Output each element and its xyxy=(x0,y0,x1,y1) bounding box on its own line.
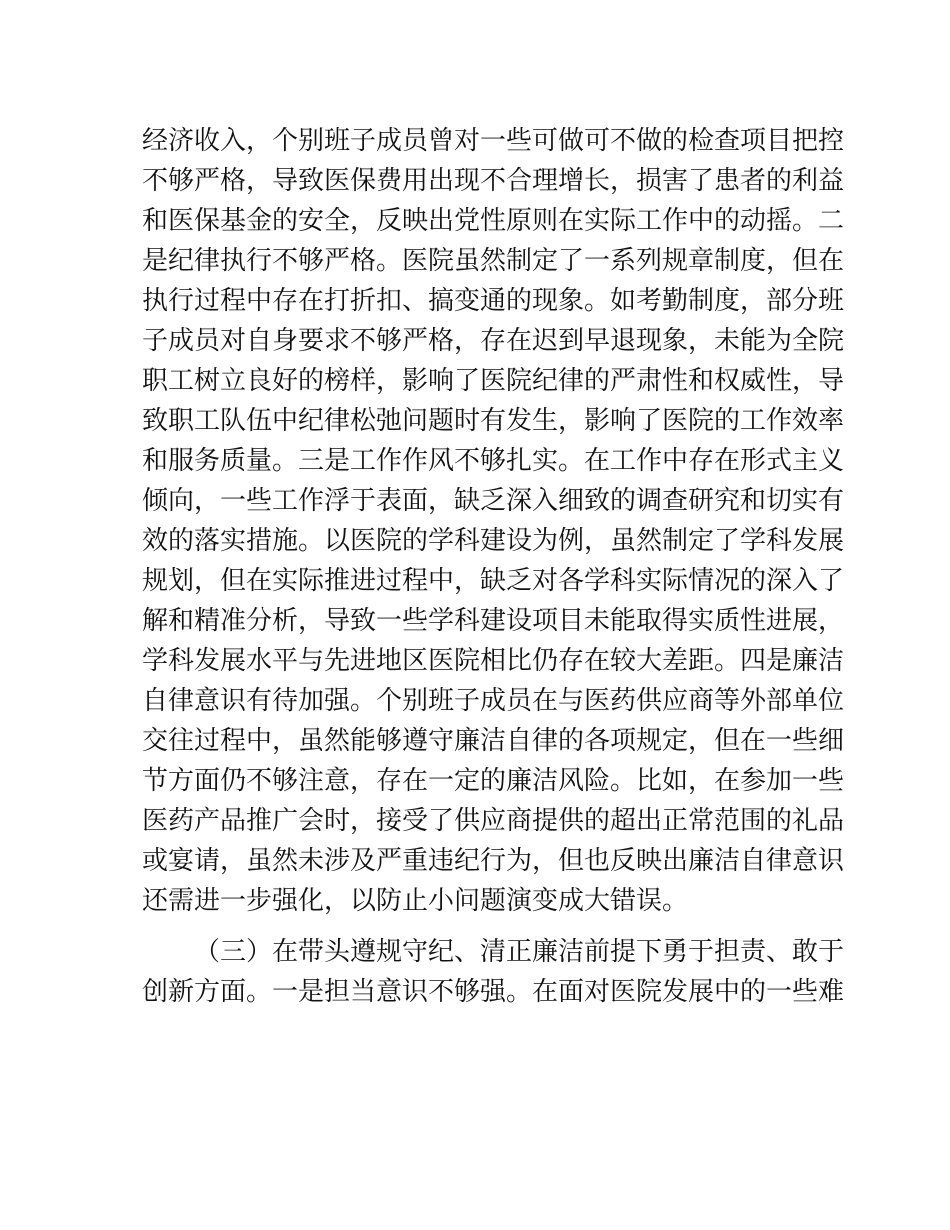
text-line: 医药产品推广会时，接受了供应商提供的超出正常范围的礼品 xyxy=(142,806,845,836)
text-line: 子成员对自身要求不够严格，存在迟到早退现象，未能为全院 xyxy=(142,326,845,356)
text-line: 创新方面。一是担当意识不够强。在面对医院发展中的一些难 xyxy=(142,977,845,1007)
text-line: 倾向，一些工作浮于表面，缺乏深入细致的调查研究和切实有 xyxy=(142,486,845,516)
paragraph-2 xyxy=(142,932,845,1012)
text-line: （三）在带头遵规守纪、清正廉洁前提下勇于担责、敢于 xyxy=(194,937,845,967)
text-line: 职工树立良好的榜样，影响了医院纪律的严肃性和权威性，导 xyxy=(142,366,845,396)
text-line: 交往过程中，虽然能够遵守廉洁自律的各项规定，但在一些细 xyxy=(142,726,845,756)
text-line: 执行过程中存在打折扣、搞变通的现象。如考勤制度，部分班 xyxy=(142,286,845,316)
text-line: 还需进一步强化，以防止小问题演变成大错误。 xyxy=(142,886,689,916)
text-line: 和服务质量。三是工作作风不够扎实。在工作中存在形式主义 xyxy=(142,446,845,476)
text-line: 不够严格，导致医保费用出现不合理增长，损害了患者的利益 xyxy=(142,166,845,196)
text-line: 经济收入，个别班子成员曾对一些可做可不做的检查项目把控 xyxy=(142,126,845,156)
text-line: 学科发展水平与先进地区医院相比仍存在较大差距。四是廉洁 xyxy=(142,646,845,676)
text-line: 和医保基金的安全，反映出党性原则在实际工作中的动摇。二 xyxy=(142,206,845,236)
paragraph-1 xyxy=(142,121,845,921)
text-line: 规划，但在实际推进过程中，缺乏对各学科实际情况的深入了 xyxy=(142,566,845,596)
text-line: 节方面仍不够注意，存在一定的廉洁风险。比如，在参加一些 xyxy=(142,766,845,796)
text-line: 致职工队伍中纪律松弛问题时有发生，影响了医院的工作效率 xyxy=(142,406,845,436)
text-line: 自律意识有待加强。个别班子成员在与医药供应商等外部单位 xyxy=(142,686,845,716)
paragraph-spacer xyxy=(142,921,810,932)
text-line: 效的落实措施。以医院的学科建设为例，虽然制定了学科发展 xyxy=(142,526,845,556)
text-line: 解和精准分析，导致一些学科建设项目未能取得实质性进展， xyxy=(142,606,845,636)
text-line: 或宴请，虽然未涉及严重违纪行为，但也反映出廉洁自律意识 xyxy=(142,846,845,876)
text-line: 是纪律执行不够严格。医院虽然制定了一系列规章制度，但在 xyxy=(142,246,845,276)
document-body xyxy=(142,121,845,1012)
